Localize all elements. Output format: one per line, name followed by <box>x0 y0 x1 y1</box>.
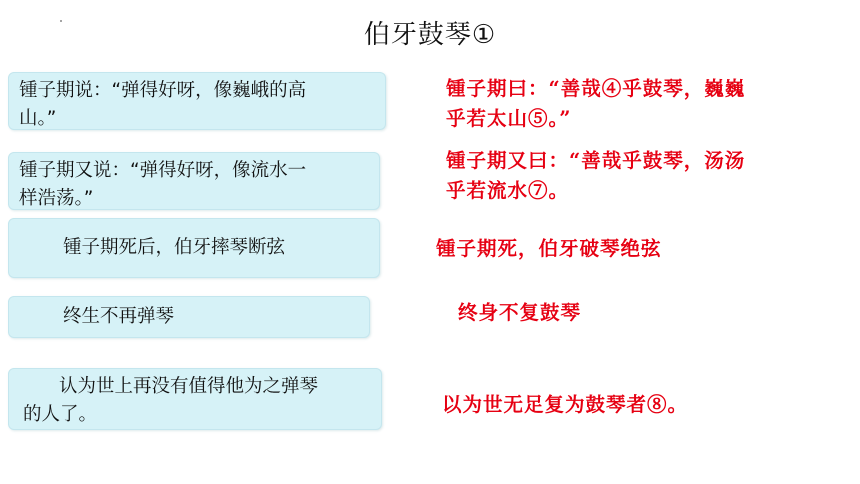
classical-text-1 <box>446 74 745 134</box>
modern-text-box-2 <box>8 152 380 210</box>
page-title: 伯牙鼓琴① <box>363 20 497 50</box>
classical-text-line: 终身不复鼓琴 <box>458 301 582 324</box>
modern-text-line: 锺子期又说：“弹得好呀，像流水一 <box>19 160 307 181</box>
classical-text-3 <box>436 234 662 264</box>
classical-text-line: 锺子期又曰：“善哉乎鼓琴，汤汤 <box>446 149 746 172</box>
classical-text-line: 锺子期死，伯牙破琴绝弦 <box>436 237 662 260</box>
classical-text-5 <box>442 390 688 420</box>
modern-text-line: 锺子期死后，伯牙摔琴断弦 <box>63 237 286 258</box>
modern-text-line: 山。” <box>19 108 57 129</box>
modern-text-line: 认为世上再没有值得他为之弹琴 <box>59 376 319 397</box>
modern-text-box-5 <box>8 368 382 430</box>
modern-text-box-4 <box>8 296 370 338</box>
modern-text-box-1 <box>8 72 386 130</box>
classical-text-line: 乎若太山⑤。” <box>446 107 572 130</box>
modern-text-box-3 <box>8 218 380 278</box>
classical-text-line: 以为世无足复为鼓琴者⑧。 <box>442 393 689 416</box>
modern-text-line: 样浩荡。” <box>19 188 94 209</box>
classical-text-2 <box>446 146 745 206</box>
classical-text-line: 锺子期曰：“善哉④乎鼓琴，巍巍 <box>446 77 746 100</box>
modern-text-line: 的人了。 <box>23 404 98 425</box>
classical-text-4 <box>458 298 581 328</box>
modern-text-line: 锺子期说：“弹得好呀，像巍峨的高 <box>19 80 307 101</box>
modern-text-line: 终生不再弹琴 <box>63 306 175 327</box>
classical-text-line: 乎若流水⑦。 <box>446 179 570 202</box>
